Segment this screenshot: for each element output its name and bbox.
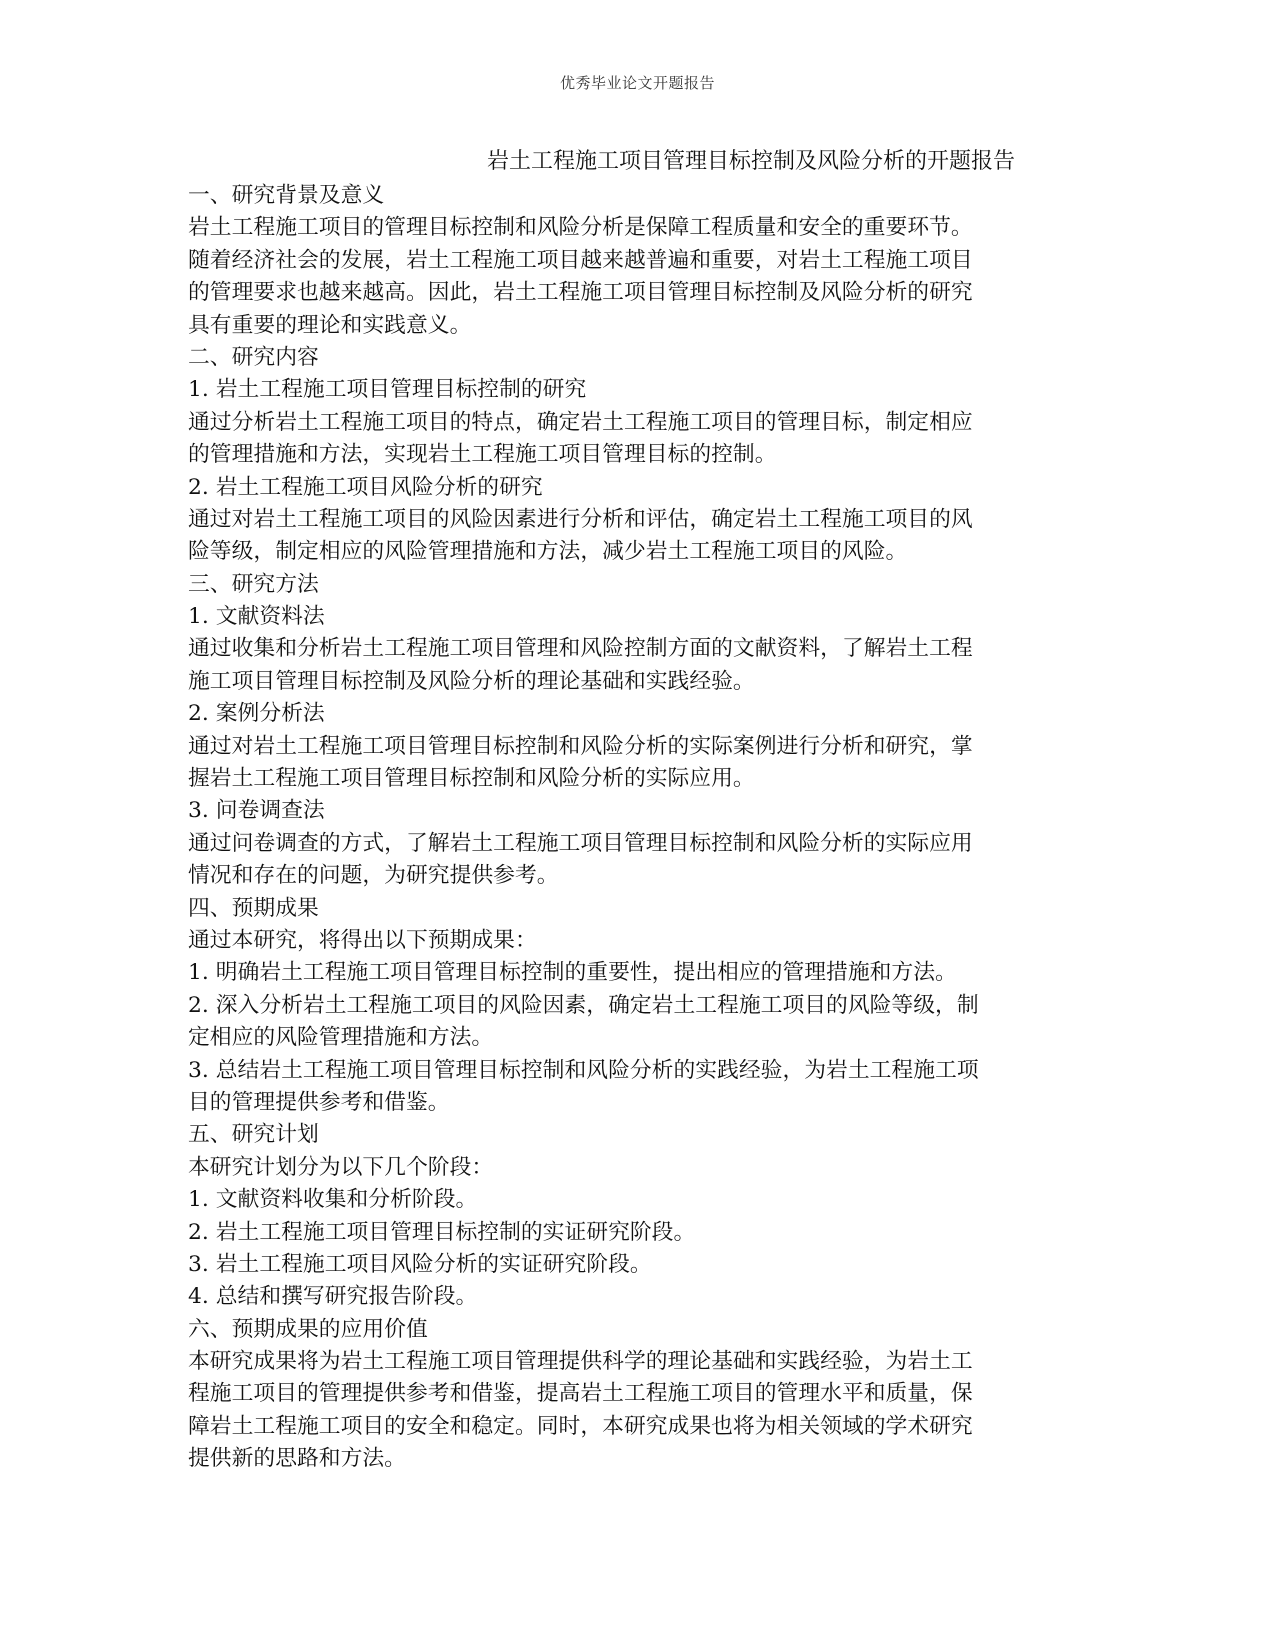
- text-line: 险等级，制定相应的风险管理措施和方法，减少岩土工程施工项目的风险。: [188, 539, 908, 565]
- text-line: 握岩土工程施工项目管理目标控制和风险分析的实际应用。: [188, 766, 755, 792]
- text-line: 四、预期成果: [188, 895, 319, 921]
- text-line: 1. 文献资料收集和分析阶段。: [188, 1187, 478, 1213]
- text-line: 施工项目管理目标控制及风险分析的理论基础和实践经验。: [188, 668, 755, 694]
- document-body: [188, 180, 1092, 1476]
- text-line: 五、研究计划: [188, 1122, 319, 1148]
- text-line: 1. 岩土工程施工项目管理目标控制的研究: [188, 377, 587, 403]
- page-header: 优秀毕业论文开题报告: [559, 74, 715, 92]
- text-line: 岩土工程施工项目的管理目标控制和风险分析是保障工程质量和安全的重要环节。: [188, 215, 973, 241]
- text-line: 障岩土工程施工项目的安全和稳定。同时，本研究成果也将为相关领域的学术研究: [188, 1413, 973, 1439]
- text-line: 提供新的思路和方法。: [188, 1446, 406, 1472]
- text-line: 通过分析岩土工程施工项目的特点，确定岩土工程施工项目的管理目标，制定相应: [188, 409, 973, 435]
- text-line: 4. 总结和撰写研究报告阶段。: [188, 1284, 478, 1310]
- text-line: 一、研究背景及意义: [188, 183, 385, 208]
- text-line: 随着经济社会的发展，岩土工程施工项目越来越普遍和重要，对岩土工程施工项目: [188, 247, 973, 273]
- text-line: 1. 文献资料法: [188, 604, 325, 630]
- text-line: 2. 岩土工程施工项目风险分析的研究: [188, 474, 543, 500]
- text-line: 具有重要的理论和实践意义。: [188, 312, 472, 338]
- text-line: 的管理要求也越来越高。因此，岩土工程施工项目管理目标控制及风险分析的研究: [188, 280, 973, 306]
- text-line: 二、研究内容: [188, 344, 319, 370]
- text-line: 通过收集和分析岩土工程施工项目管理和风险控制方面的文献资料，了解岩土工程: [188, 636, 973, 662]
- text-line: 通过本研究，将得出以下预期成果：: [188, 927, 537, 953]
- text-line: 的管理措施和方法，实现岩土工程施工项目管理目标的控制。: [188, 442, 777, 468]
- text-line: 通过对岩土工程施工项目管理目标控制和风险分析的实际案例进行分析和研究，掌: [188, 733, 973, 759]
- document-title: 岩土工程施工项目管理目标控制及风险分析的开题报告: [487, 149, 1016, 174]
- text-line: 六、预期成果的应用价值: [188, 1316, 428, 1342]
- text-line: 3. 总结岩土工程施工项目管理目标控制和风险分析的实践经验，为岩土工程施工项: [188, 1057, 979, 1083]
- text-line: 本研究成果将为岩土工程施工项目管理提供科学的理论基础和实践经验，为岩土工: [188, 1349, 973, 1375]
- text-line: 2. 深入分析岩土工程施工项目的风险因素，确定岩土工程施工项目的风险等级，制: [188, 992, 979, 1018]
- text-line: 2. 案例分析法: [188, 701, 325, 727]
- text-line: 3. 问卷调查法: [188, 798, 325, 824]
- text-line: 定相应的风险管理措施和方法。: [188, 1025, 494, 1051]
- text-line: 通过问卷调查的方式，了解岩土工程施工项目管理目标控制和风险分析的实际应用: [188, 830, 973, 856]
- text-line: 目的管理提供参考和借鉴。: [188, 1089, 450, 1115]
- text-line: 情况和存在的问题，为研究提供参考。: [188, 863, 559, 889]
- text-line: 通过对岩土工程施工项目的风险因素进行分析和评估，确定岩土工程施工项目的风: [188, 506, 973, 532]
- text-line: 3. 岩土工程施工项目风险分析的实证研究阶段。: [188, 1251, 652, 1277]
- text-line: 三、研究方法: [188, 571, 319, 597]
- text-line: 程施工项目的管理提供参考和借鉴，提高岩土工程施工项目的管理水平和质量，保: [188, 1381, 973, 1407]
- text-line: 2. 岩土工程施工项目管理目标控制的实证研究阶段。: [188, 1219, 696, 1245]
- text-line: 本研究计划分为以下几个阶段：: [188, 1154, 494, 1180]
- text-line: 1. 明确岩土工程施工项目管理目标控制的重要性，提出相应的管理措施和方法。: [188, 960, 957, 986]
